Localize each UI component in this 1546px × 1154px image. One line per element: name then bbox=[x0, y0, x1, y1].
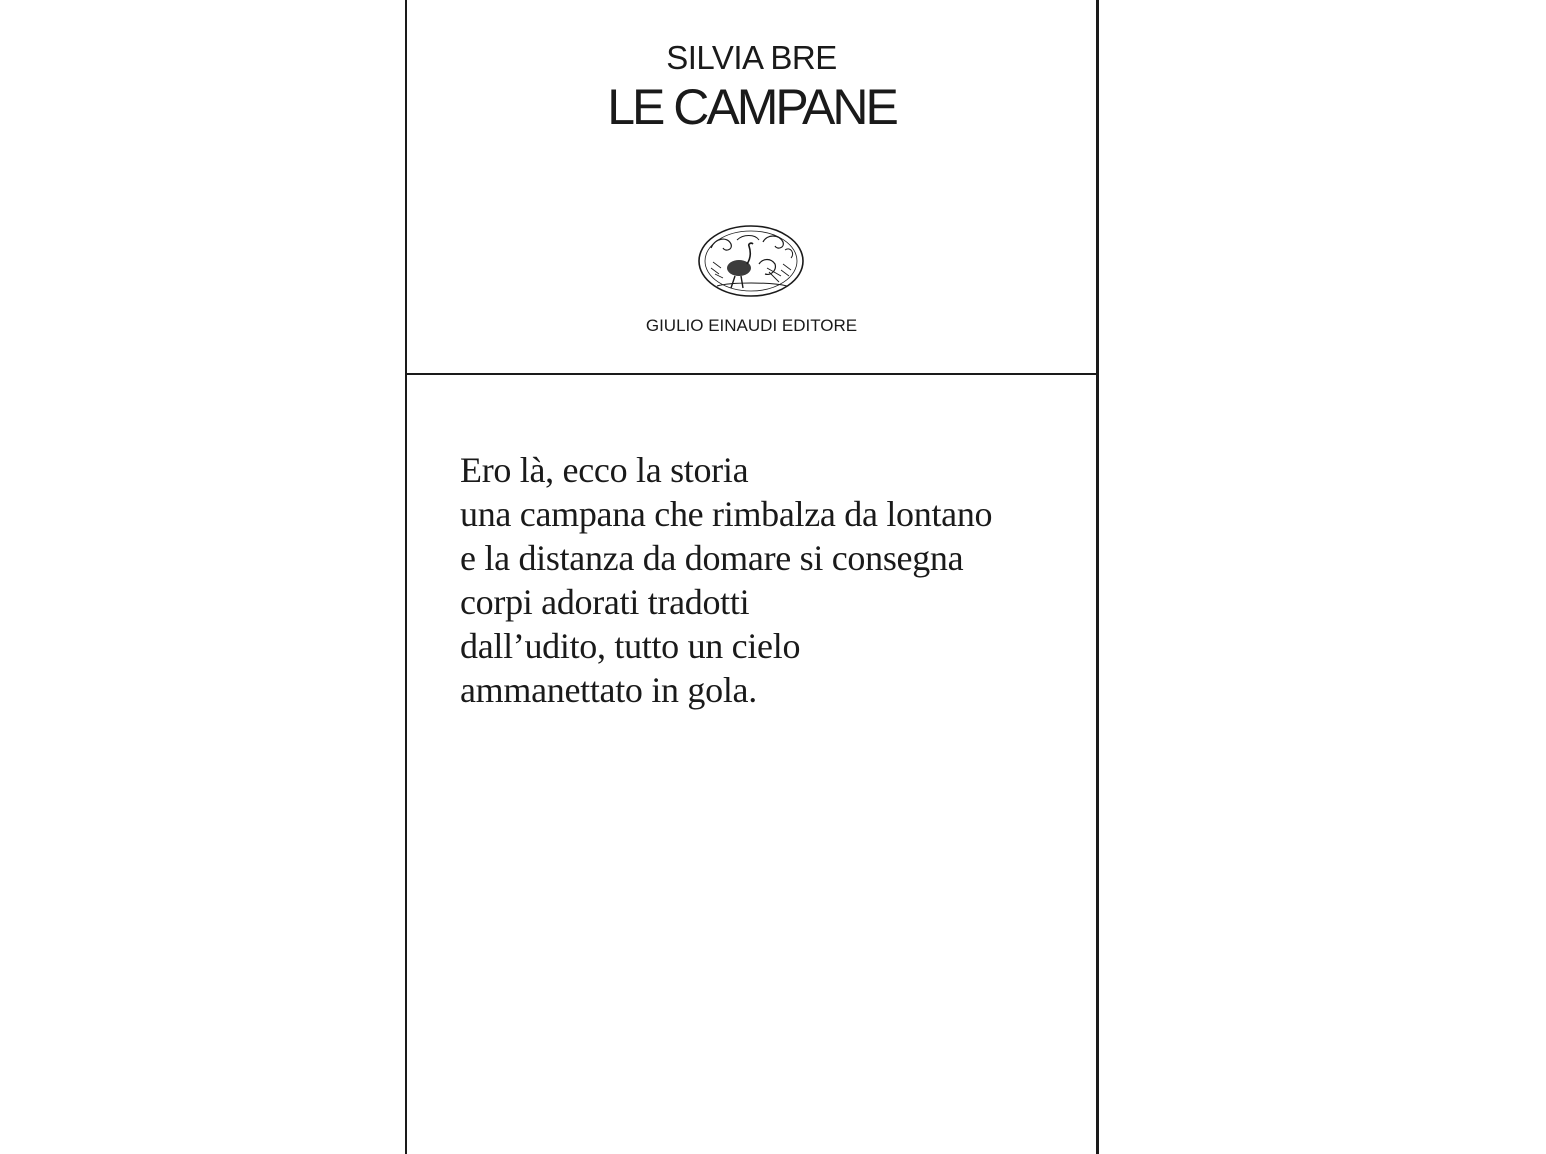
poem-line: corpi adorati tradotti bbox=[460, 582, 750, 622]
poem-line: dall’udito, tutto un cielo bbox=[460, 626, 801, 666]
poem-excerpt bbox=[460, 448, 1080, 712]
book-cover bbox=[405, 0, 1099, 1154]
poem-line: una campana che rimbalza da lontano bbox=[460, 494, 993, 534]
publisher-name: GIULIO EINAUDI EDITORE bbox=[645, 316, 858, 335]
ostrich-emblem-icon bbox=[697, 224, 805, 298]
poem-line: e la distanza da domare si consegna bbox=[460, 538, 964, 578]
poem-line: ammanettato in gola. bbox=[460, 670, 757, 710]
cover-divider bbox=[407, 373, 1096, 375]
book-title: LE CAMPANE bbox=[607, 79, 896, 135]
poem-line: Ero là, ecco la storia bbox=[460, 450, 749, 490]
author-name: SILVIA BRE bbox=[666, 39, 837, 76]
